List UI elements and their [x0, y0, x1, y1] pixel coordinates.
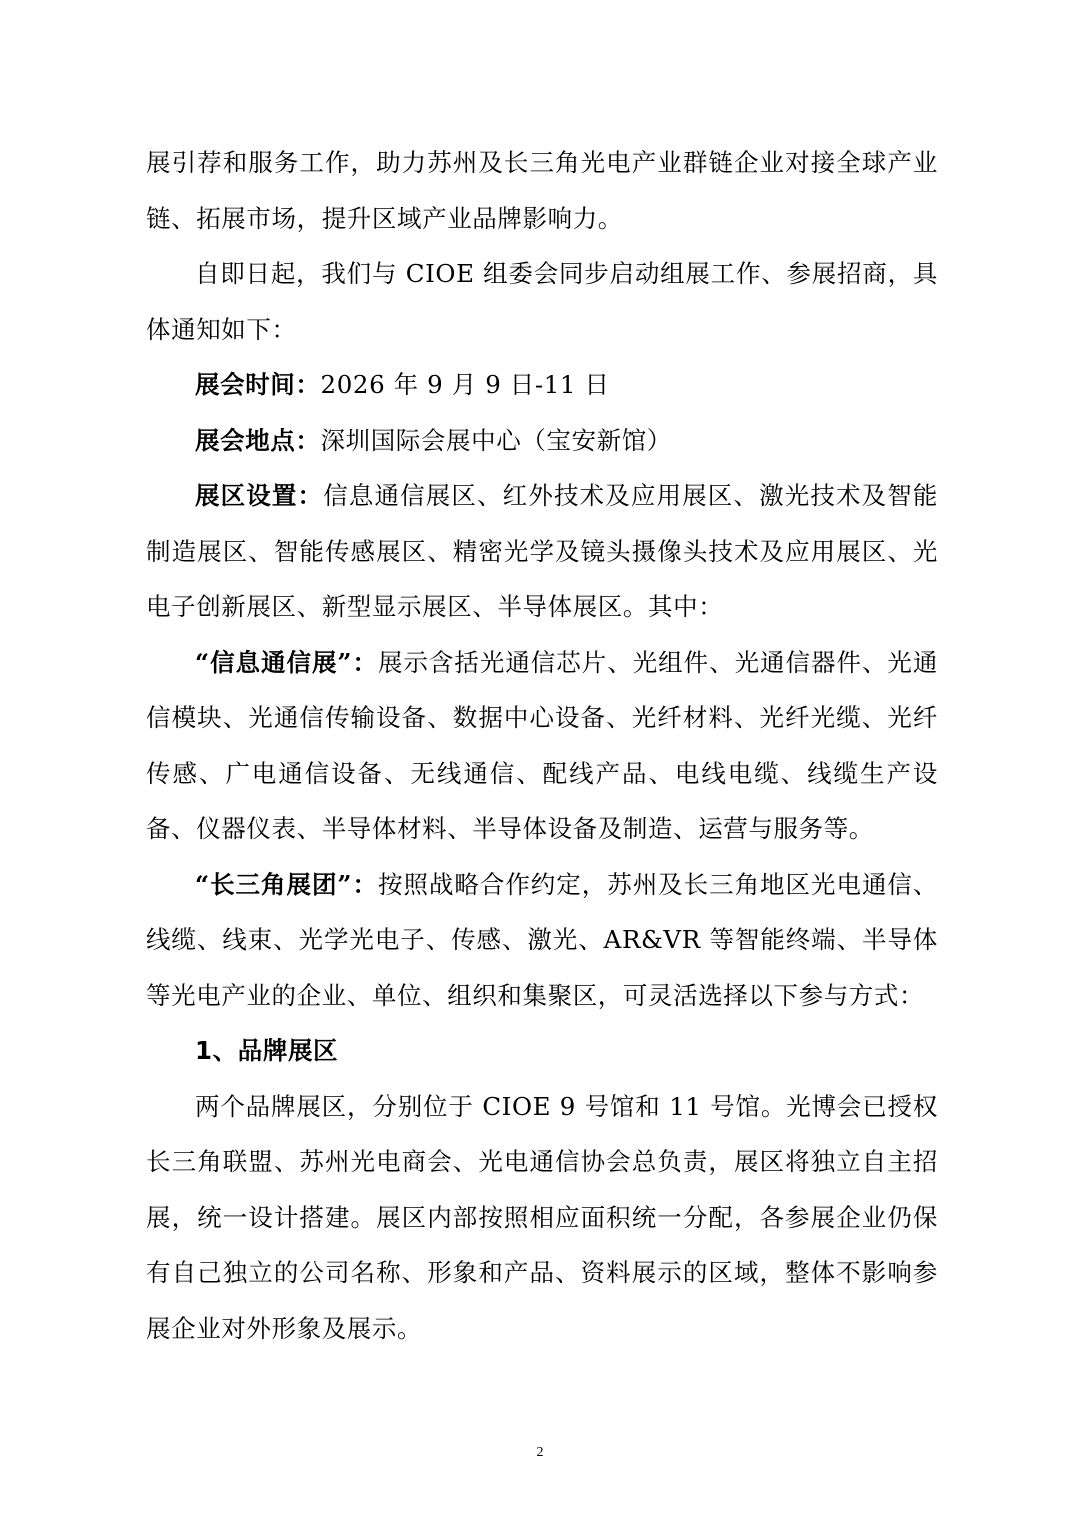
- paragraph-exhibition-location: [146, 413, 938, 469]
- exhibition-zones-label: 展区设置：: [195, 481, 324, 510]
- delta-group-label: “长三角展团”：: [195, 869, 378, 899]
- paragraph-intro: 自即日起，我们与 CIOE 组委会同步启动组展工作、参展招商，具体通知如下：: [146, 259, 938, 344]
- paragraph-exhibition-zones: [146, 468, 938, 635]
- body-text: [146, 135, 938, 1356]
- delta-group-value: 按照战略合作约定，苏州及长三角地区光电通信、线缆、线束、光学光电子、传感、激光、AR&VR 等智能终端、半导体等光电产业的企业、单位、组织和集聚区，可灵活选择以下参与方式：: [146, 869, 938, 1010]
- info-comm-label: “信息通信展”：: [195, 647, 378, 677]
- paragraph-exhibition-time: [146, 357, 938, 413]
- exhibition-time-label: 展会时间：: [195, 370, 321, 399]
- paragraph-brand-zone: 两个品牌展区，分别位于 CIOE 9 号馆和 11 号馆。光博会已授权长三角联盟、苏州光电商会、光电通信协会总负责，展区将独立自主招展，统一设计搭建。展区内部按照相应面积统一分配，各参展企业仍保有自己独立的公司名称、形象和产品、资料展示的区域，整体不影响参展企业对外形象及展示。: [146, 1091, 938, 1343]
- info-comm-value: 展示含括光通信芯片、光组件、光通信器件、光通信模块、光通信传输设备、数据中心设备、光纤材料、光纤光缆、光纤传感、广电通信设备、无线通信、配线产品、电线电缆、线缆生产设备、仪器仪表、半导体材料、半导体设备及制造、运营与服务等。: [146, 647, 938, 843]
- paragraph-delta-group: [146, 857, 938, 1024]
- page-number: 2: [536, 1445, 544, 1460]
- exhibition-time-value: 2026 年 9 月 9 日-11 日: [320, 370, 610, 399]
- paragraph-continuation: 展引荐和服务工作，助力苏州及长三角光电产业群链企业对接全球产业链、拓展市场，提升区域产业品牌影响力。: [146, 148, 938, 233]
- exhibition-location-label: 展会地点：: [195, 425, 321, 455]
- paragraph-info-comm: [146, 635, 938, 857]
- exhibition-location-value: 深圳国际会展中心（宝安新馆）: [320, 425, 672, 455]
- exhibition-zones-value: 信息通信展区、红外技术及应用展区、激光技术及智能制造展区、智能传感展区、精密光学及镜头摄像头技术及应用展区、光电子创新展区、新型显示展区、半导体展区。其中：: [146, 481, 938, 621]
- section-heading-brand-zone: 1、品牌展区: [195, 1036, 339, 1065]
